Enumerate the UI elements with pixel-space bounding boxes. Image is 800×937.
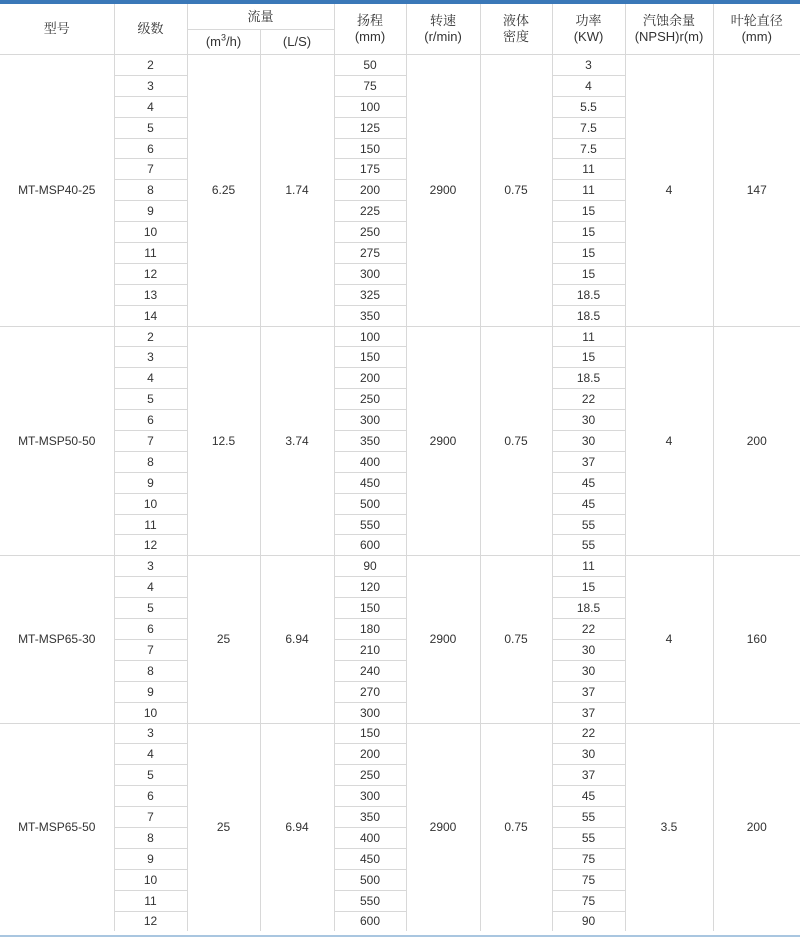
power-cell: 15: [552, 243, 625, 264]
head-cell: 240: [334, 660, 406, 681]
npsh-cell: 3.5: [625, 723, 713, 931]
power-cell: 30: [552, 410, 625, 431]
power-cell: 3: [552, 55, 625, 76]
head-cell: 250: [334, 222, 406, 243]
diameter-cell: 147: [713, 55, 800, 327]
model-cell: MT-MSP65-50: [0, 723, 114, 931]
col-header-npsh-line2: (NPSH)r(m): [634, 29, 704, 44]
head-cell: 250: [334, 389, 406, 410]
diameter-cell: 160: [713, 556, 800, 723]
flow-m3h-unit-pre: (m: [205, 34, 221, 49]
power-cell: 45: [552, 472, 625, 493]
flow-m3h-cell: 6.25: [187, 55, 260, 327]
model-cell: MT-MSP65-30: [0, 556, 114, 723]
power-cell: 11: [552, 326, 625, 347]
col-header-flow-ls: (L/S): [260, 30, 334, 55]
diameter-cell: 200: [713, 326, 800, 556]
power-cell: 75: [552, 869, 625, 890]
stage-cell: 5: [114, 598, 187, 619]
power-cell: 5.5: [552, 96, 625, 117]
density-cell: 0.75: [480, 723, 552, 931]
stage-cell: 3: [114, 75, 187, 96]
stage-cell: 2: [114, 55, 187, 76]
head-cell: 600: [334, 535, 406, 556]
stage-cell: 3: [114, 556, 187, 577]
stage-cell: 5: [114, 117, 187, 138]
head-cell: 550: [334, 514, 406, 535]
head-cell: 270: [334, 681, 406, 702]
stage-cell: 8: [114, 180, 187, 201]
power-cell: 30: [552, 431, 625, 452]
col-header-model: 型号: [0, 4, 114, 55]
col-header-speed: [406, 4, 480, 55]
head-cell: 450: [334, 472, 406, 493]
power-cell: 75: [552, 890, 625, 911]
stage-cell: 4: [114, 368, 187, 389]
flow-ls-cell: 1.74: [260, 55, 334, 327]
power-cell: 30: [552, 660, 625, 681]
power-cell: 15: [552, 201, 625, 222]
stage-cell: 9: [114, 848, 187, 869]
speed-cell: 2900: [406, 55, 480, 327]
power-cell: 37: [552, 702, 625, 723]
flow-ls-cell: 6.94: [260, 723, 334, 931]
power-cell: 37: [552, 681, 625, 702]
table-header: [0, 4, 800, 55]
head-cell: 150: [334, 138, 406, 159]
power-cell: 22: [552, 389, 625, 410]
head-cell: 75: [334, 75, 406, 96]
power-cell: 15: [552, 577, 625, 598]
head-cell: 350: [334, 305, 406, 326]
stage-cell: 12: [114, 911, 187, 931]
pump-spec-table: [0, 4, 800, 931]
head-cell: 175: [334, 159, 406, 180]
col-header-density-line2: 密度: [503, 29, 530, 44]
stage-cell: 6: [114, 786, 187, 807]
stage-cell: 6: [114, 410, 187, 431]
power-cell: 18.5: [552, 284, 625, 305]
stage-cell: 12: [114, 535, 187, 556]
stage-cell: 11: [114, 514, 187, 535]
col-header-head-line1: 扬程: [357, 13, 384, 28]
power-cell: 15: [552, 263, 625, 284]
head-cell: 180: [334, 619, 406, 640]
power-cell: 75: [552, 848, 625, 869]
power-cell: 7.5: [552, 138, 625, 159]
power-cell: 22: [552, 723, 625, 744]
stage-cell: 10: [114, 493, 187, 514]
col-header-flow-m3h: [187, 30, 260, 55]
col-header-power-line1: 功率: [575, 13, 602, 28]
model-cell: MT-MSP40-25: [0, 55, 114, 327]
npsh-cell: 4: [625, 326, 713, 556]
density-cell: 0.75: [480, 326, 552, 556]
head-cell: 150: [334, 723, 406, 744]
head-cell: 150: [334, 598, 406, 619]
power-cell: 30: [552, 744, 625, 765]
col-header-head-line2: (mm): [354, 29, 386, 44]
col-header-density: [480, 4, 552, 55]
stage-cell: 4: [114, 577, 187, 598]
flow-m3h-cell: 25: [187, 723, 260, 931]
col-header-speed-line1: 转速: [430, 13, 457, 28]
stage-cell: 4: [114, 96, 187, 117]
stage-cell: 9: [114, 472, 187, 493]
speed-cell: 2900: [406, 556, 480, 723]
head-cell: 225: [334, 201, 406, 222]
head-cell: 125: [334, 117, 406, 138]
power-cell: 18.5: [552, 598, 625, 619]
stage-cell: 13: [114, 284, 187, 305]
head-cell: 90: [334, 556, 406, 577]
speed-cell: 2900: [406, 723, 480, 931]
density-cell: 0.75: [480, 55, 552, 327]
stage-cell: 7: [114, 159, 187, 180]
head-cell: 550: [334, 890, 406, 911]
spec-table-body: [0, 55, 800, 932]
power-cell: 18.5: [552, 305, 625, 326]
head-cell: 500: [334, 869, 406, 890]
power-cell: 22: [552, 619, 625, 640]
flow-m3h-unit-sup: 3: [220, 32, 226, 43]
stage-cell: 8: [114, 451, 187, 472]
col-header-diameter-line1: 叶轮直径: [730, 13, 783, 28]
stage-cell: 10: [114, 702, 187, 723]
table-row: [0, 556, 800, 577]
stage-cell: 9: [114, 681, 187, 702]
col-header-flow: 流量: [187, 4, 334, 30]
flow-m3h-cell: 25: [187, 556, 260, 723]
stage-cell: 3: [114, 347, 187, 368]
head-cell: 325: [334, 284, 406, 305]
head-cell: 300: [334, 786, 406, 807]
stage-cell: 5: [114, 765, 187, 786]
diameter-cell: 200: [713, 723, 800, 931]
head-cell: 50: [334, 55, 406, 76]
power-cell: 11: [552, 556, 625, 577]
power-cell: 4: [552, 75, 625, 96]
col-header-power: [552, 4, 625, 55]
power-cell: 55: [552, 514, 625, 535]
col-header-npsh-line1: 汽蚀余量: [643, 13, 696, 28]
head-cell: 600: [334, 911, 406, 931]
stage-cell: 6: [114, 619, 187, 640]
head-cell: 250: [334, 765, 406, 786]
power-cell: 15: [552, 347, 625, 368]
stage-cell: 10: [114, 869, 187, 890]
power-cell: 55: [552, 535, 625, 556]
head-cell: 400: [334, 451, 406, 472]
col-header-diameter-line2: (mm): [741, 29, 772, 44]
stage-cell: 7: [114, 639, 187, 660]
power-cell: 11: [552, 159, 625, 180]
stage-cell: 6: [114, 138, 187, 159]
head-cell: 300: [334, 702, 406, 723]
stage-cell: 8: [114, 827, 187, 848]
power-cell: 15: [552, 222, 625, 243]
head-cell: 120: [334, 577, 406, 598]
power-cell: 55: [552, 807, 625, 828]
stage-cell: 11: [114, 243, 187, 264]
head-cell: 200: [334, 744, 406, 765]
flow-m3h-cell: 12.5: [187, 326, 260, 556]
model-cell: MT-MSP50-50: [0, 326, 114, 556]
col-header-stages: 级数: [114, 4, 187, 55]
power-cell: 30: [552, 639, 625, 660]
stage-cell: 9: [114, 201, 187, 222]
stage-cell: 11: [114, 890, 187, 911]
power-cell: 18.5: [552, 368, 625, 389]
power-cell: 45: [552, 493, 625, 514]
head-cell: 350: [334, 431, 406, 452]
npsh-cell: 4: [625, 55, 713, 327]
density-cell: 0.75: [480, 556, 552, 723]
flow-ls-cell: 6.94: [260, 556, 334, 723]
table-row: [0, 723, 800, 744]
stage-cell: 12: [114, 263, 187, 284]
stage-cell: 7: [114, 431, 187, 452]
power-cell: 90: [552, 911, 625, 931]
head-cell: 450: [334, 848, 406, 869]
power-cell: 37: [552, 765, 625, 786]
head-cell: 100: [334, 326, 406, 347]
col-header-power-line2: (KW): [573, 29, 604, 44]
col-header-speed-line2: (r/min): [424, 29, 462, 44]
head-cell: 350: [334, 807, 406, 828]
head-cell: 300: [334, 263, 406, 284]
power-cell: 7.5: [552, 117, 625, 138]
power-cell: 37: [552, 451, 625, 472]
head-cell: 150: [334, 347, 406, 368]
col-header-head: [334, 4, 406, 55]
head-cell: 400: [334, 827, 406, 848]
col-header-diameter: [713, 4, 800, 55]
head-cell: 275: [334, 243, 406, 264]
head-cell: 300: [334, 410, 406, 431]
stage-cell: 10: [114, 222, 187, 243]
stage-cell: 2: [114, 326, 187, 347]
power-cell: 45: [552, 786, 625, 807]
col-header-density-line1: 液体: [503, 13, 530, 28]
head-cell: 210: [334, 639, 406, 660]
flow-m3h-unit-post: /h): [226, 34, 242, 49]
head-cell: 500: [334, 493, 406, 514]
head-cell: 200: [334, 180, 406, 201]
power-cell: 11: [552, 180, 625, 201]
head-cell: 200: [334, 368, 406, 389]
npsh-cell: 4: [625, 556, 713, 723]
power-cell: 55: [552, 827, 625, 848]
flow-ls-cell: 3.74: [260, 326, 334, 556]
stage-cell: 4: [114, 744, 187, 765]
table-row: [0, 55, 800, 76]
stage-cell: 14: [114, 305, 187, 326]
stage-cell: 8: [114, 660, 187, 681]
col-header-npsh: [625, 4, 713, 55]
stage-cell: 5: [114, 389, 187, 410]
head-cell: 100: [334, 96, 406, 117]
speed-cell: 2900: [406, 326, 480, 556]
stage-cell: 3: [114, 723, 187, 744]
stage-cell: 7: [114, 807, 187, 828]
table-row: [0, 326, 800, 347]
